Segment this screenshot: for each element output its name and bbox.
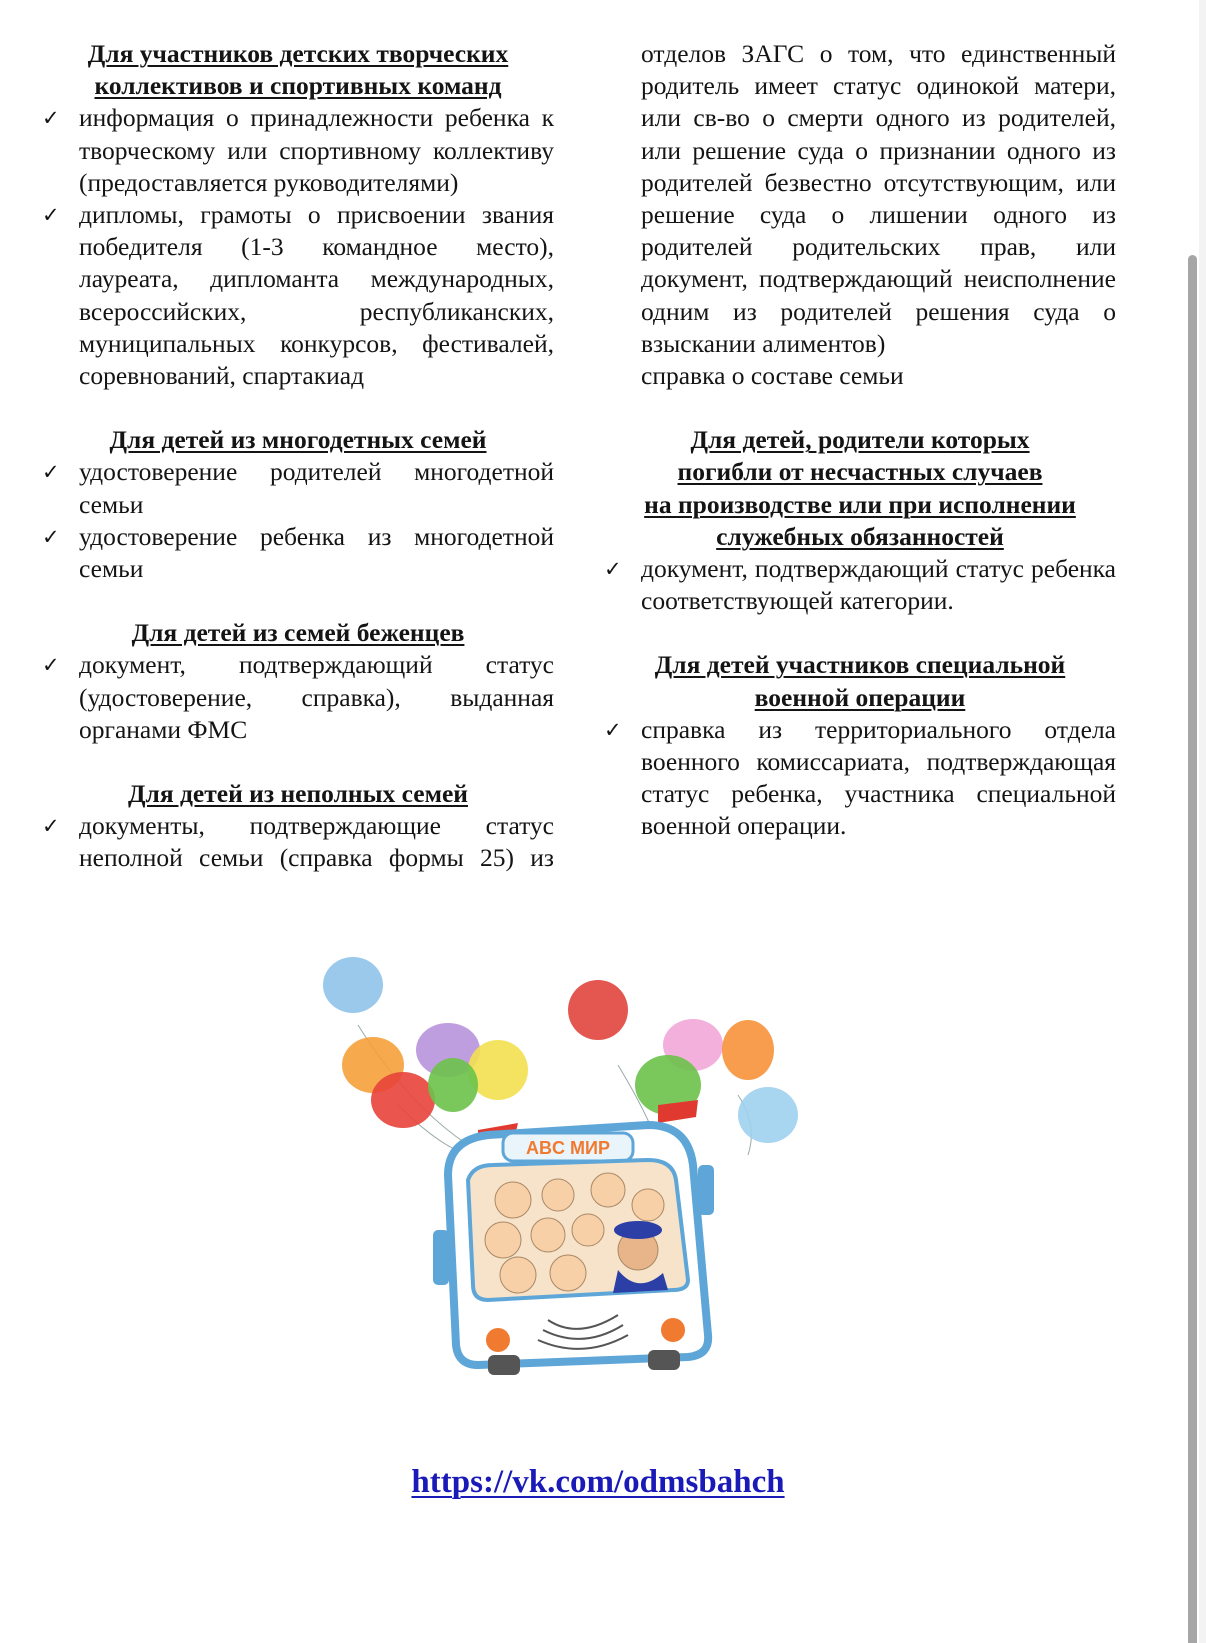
list-item — [42, 456, 554, 520]
list-item — [42, 199, 554, 392]
item-text: информация о принадлежности ребенка к творческому или спортивному коллективу (предоставляется руководителями) — [79, 103, 554, 197]
heading-line: служебных обязанностей — [716, 521, 1004, 551]
continued-item-text: отделов ЗАГС о том, что единственный родитель имеет статус одинокой матери, или св-во о смерти одного из родителей, или решение суда о признании одного из родителей безвестно отсутствующим, или решение суда о лишении одного из родителей родительских прав, или документ, подтверждающий неисполнение одним из родителей решения суда о взыскании алиментов) — [641, 39, 1116, 358]
bus-sign-text: ABC МИР — [526, 1138, 610, 1158]
balloon — [323, 957, 383, 1013]
left-column — [42, 38, 554, 875]
item-text: удостоверение ребенка из многодетной семьи — [79, 521, 554, 584]
list-item — [42, 521, 554, 585]
wheel — [488, 1355, 520, 1375]
checkmark-icon: ✓ — [42, 203, 60, 228]
section-heading-svo — [604, 649, 1116, 713]
mirror — [433, 1230, 449, 1285]
continued-item-text: справка о составе семьи — [641, 361, 904, 391]
heading-line: коллективов и спортивных команд — [94, 71, 502, 101]
mirror — [698, 1165, 714, 1215]
list-item — [604, 714, 1116, 843]
headlight — [486, 1328, 510, 1352]
vk-link[interactable]: https://vk.com/odmsbahch — [411, 1464, 785, 1500]
item-text: справка из территориального отдела военного комиссариата, подтверждающая статус ребенка, участника специальной военной операции. — [641, 714, 1116, 841]
list-item — [42, 102, 554, 199]
checkmark-icon: ✓ — [42, 653, 60, 678]
bus-illustration — [318, 955, 798, 1375]
section-heading-refugees — [42, 617, 554, 649]
heading-line: Для участников детских творческих — [87, 39, 509, 68]
heading-line: на производстве или при исполнении — [644, 489, 1076, 519]
list-item — [42, 810, 554, 874]
balloon — [568, 980, 628, 1040]
scrollbar-track[interactable] — [1199, 0, 1206, 1643]
balloon — [371, 1072, 435, 1128]
section-heading-parents-deceased — [604, 424, 1116, 553]
item-text: удостоверение родителей многодетной семьи — [79, 457, 554, 519]
list-item — [604, 553, 1116, 617]
section-heading-large-families — [42, 424, 554, 456]
right-column — [604, 38, 1116, 843]
heading-line: Для детей из семей беженцев — [131, 618, 465, 648]
balloon — [738, 1087, 798, 1143]
scrollbar-thumb[interactable] — [1188, 255, 1197, 1643]
item-text: дипломы, грамоты о присвоении звания победителя (1-3 командное место), лауреата, дипломанта международных, всероссийских, республиканских, муниципальных конкурсов, фестивалей, соревнований, спартакиад — [79, 200, 554, 391]
checkmark-icon: ✓ — [42, 814, 60, 839]
heading-line: Для детей из неполных семей — [128, 779, 468, 809]
checkmark-icon: ✓ — [42, 106, 60, 131]
checkmark-icon: ✓ — [604, 717, 622, 742]
heading-line: Для детей, родители которых — [690, 425, 1030, 455]
heading-line: Для детей участников специальной — [654, 650, 1066, 680]
section-heading-single-parent — [42, 778, 554, 810]
wheel — [648, 1350, 680, 1370]
balloon — [428, 1058, 478, 1112]
section-heading-creative-sports — [42, 38, 554, 102]
balloon — [722, 1020, 774, 1080]
checkmark-icon: ✓ — [604, 557, 622, 582]
item-text: документы, подтверждающие статус неполной семьи (справка формы 25) из — [79, 811, 554, 873]
list-item — [42, 649, 554, 746]
heading-line: погибли от несчастных случаев — [677, 457, 1043, 487]
checkmark-icon: ✓ — [42, 460, 60, 485]
heading-line: Для детей из многодетных семей — [109, 425, 487, 455]
item-text: документ, подтверждающий статус ребенка соответствующей категории. — [641, 554, 1116, 616]
headlight — [661, 1318, 685, 1342]
checkmark-icon: ✓ — [42, 524, 60, 549]
heading-line: военной операции — [754, 682, 966, 712]
item-text: документ, подтверждающий статус (удостоверение, справка), выданная органами ФМС — [79, 650, 554, 744]
